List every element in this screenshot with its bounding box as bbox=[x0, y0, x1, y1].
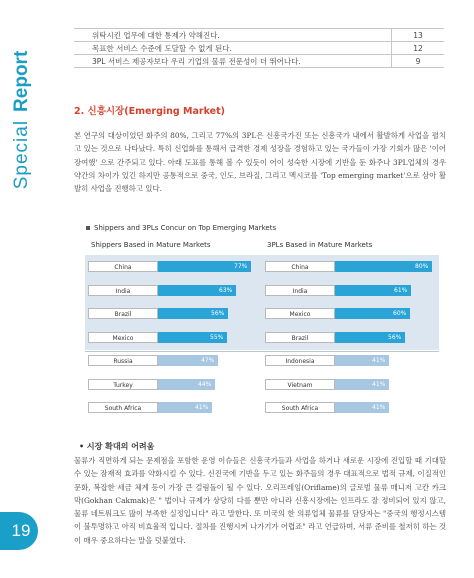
bar-value-label: 41% bbox=[195, 404, 209, 411]
bar-value-label: 56% bbox=[388, 333, 402, 341]
table-row bbox=[74, 42, 444, 55]
table-cell-value: 13 bbox=[392, 29, 445, 42]
category-label: India bbox=[88, 285, 158, 296]
page-number: 19 bbox=[11, 521, 31, 540]
category-label: Turkey bbox=[88, 379, 158, 390]
bar-value-label: 77% bbox=[234, 263, 248, 270]
section-title: 2. 신흥시장(Emerging Market) bbox=[74, 106, 225, 117]
category-label: Russia bbox=[88, 355, 158, 366]
category-label: Brazil bbox=[265, 332, 335, 343]
table-row bbox=[74, 55, 444, 68]
top-table bbox=[74, 28, 444, 68]
panel-label-3pls: 3PLs Based in Mature Markets bbox=[267, 241, 373, 249]
table-cell-text: 목표한 서비스 수준에 도달할 수 없게 된다. bbox=[74, 42, 392, 55]
table-cell-text: 위탁시킨 업무에 대한 통제가 약해진다. bbox=[74, 29, 392, 42]
table-cell-value: 9 bbox=[392, 55, 445, 68]
category-label: Indonesia bbox=[265, 355, 335, 366]
section-paragraph: 본 연구의 대상이었던 화주의 80%, 그리고 77%의 3PL은 신흥국가진 또는 신흥국가 내에서 활발하게 사업을 펼치고 있는 것으로 나타났다. 특히 신업화를 통해서 급격한 경제 성장을 경험하고 있는 국가들이 가장 기회가 많은 '이어장여했' 으로 간주되고 있다. 아래 도표를 통해 볼 수 있듯이 어이 성숙한 시장에 기반을 둔 화주나 3PL업체의 경우 약간의 차이가 있긴 하지만 공통적으로 중국, 인도, 브라질, 그리고 멕시코를 'Top emerging market'으로 삼아 활발히 사업을 진행하고 있다. bbox=[74, 131, 446, 194]
square-bullet-icon bbox=[86, 226, 90, 230]
table-cell-text: 3PL 서비스 제공자보다 우리 기업의 물류 전문성이 더 뛰어나다. bbox=[74, 55, 392, 68]
special-label: Special bbox=[11, 119, 32, 190]
table-row bbox=[74, 29, 444, 42]
category-label: China bbox=[88, 261, 158, 272]
bar-value-label: 56% bbox=[211, 310, 225, 317]
bar-value-label: 41% bbox=[372, 380, 386, 388]
chart-title-text: Shippers and 3PLs Concur on Top Emerging Markets bbox=[94, 224, 277, 232]
bar-value-label: 41% bbox=[372, 404, 386, 411]
bar-value-label: 55% bbox=[210, 333, 224, 341]
report-label: Report bbox=[11, 50, 32, 112]
emerging-markets-chart bbox=[79, 218, 442, 416]
category-label: South Africa bbox=[265, 402, 335, 413]
bar-value-label: 61% bbox=[394, 286, 408, 294]
panel-separator-line bbox=[262, 351, 439, 352]
bar-value-label: 63% bbox=[219, 286, 233, 294]
bar-value-label: 41% bbox=[372, 357, 386, 364]
page-number-badge bbox=[0, 512, 38, 550]
category-label: Vietnam bbox=[265, 379, 335, 390]
panel-label-shippers: Shippers Based in Mature Markets bbox=[91, 241, 211, 249]
category-label: China bbox=[265, 261, 335, 272]
category-label: Mexico bbox=[88, 332, 158, 343]
bar-value-label: 80% bbox=[415, 263, 429, 270]
subsection-title: • 시장 확대의 어려움 bbox=[79, 442, 155, 451]
subsection-paragraph: 물류가 직면하게 되는 문제점을 포함한 운영 이슈들은 신흥국가들과 사업을 하거나 새로운 시장에 진입할 때 기대할 수 있는 잠재적 효과를 약화시킬 수 있다. 신진국에 기반을 두고 있는 화주들의 경우 대표적으로 법적 규제, 이질적인 문화, 복잡한 세금 체계 등이 가장 큰 걸림돌이 될 수 있다. 오리프레임(Oriflame)의 글로벌 물류 매니저 고칸 카크막(Gokhan Cakmak)은 " 법이나 규제가 상당히 다를 뿐만 아니라 신흥시장에는 인프라도 잘 정비되어 있지 않고, 물류 네트워크도 많이 부족한 실정입니다" 라고 말한다. 또 미국의 한 의류업체 물류를 담당자는 "중국의 행정시스템이 불투명하고 아직 비효율적 입니다. 절차를 진행시켜 나가기가 어렵죠" 라고 언급하며, 서류 준비를 철저히 하는 것이 매우 중요하다는 말을 덧붙였다. bbox=[74, 456, 446, 545]
category-label: Brazil bbox=[88, 308, 158, 319]
category-label: South Africa bbox=[88, 402, 158, 413]
chart-title bbox=[86, 224, 276, 232]
sidebar bbox=[0, 0, 44, 578]
special-report-label bbox=[11, 51, 33, 190]
bar-value-label: 47% bbox=[201, 357, 215, 364]
table-cell-value: 12 bbox=[392, 42, 445, 55]
bar-value-label: 44% bbox=[198, 380, 212, 388]
panel-separator-line bbox=[85, 351, 262, 352]
category-label: Mexico bbox=[265, 308, 335, 319]
bar-value-label: 60% bbox=[393, 310, 407, 317]
category-label: India bbox=[265, 285, 335, 296]
